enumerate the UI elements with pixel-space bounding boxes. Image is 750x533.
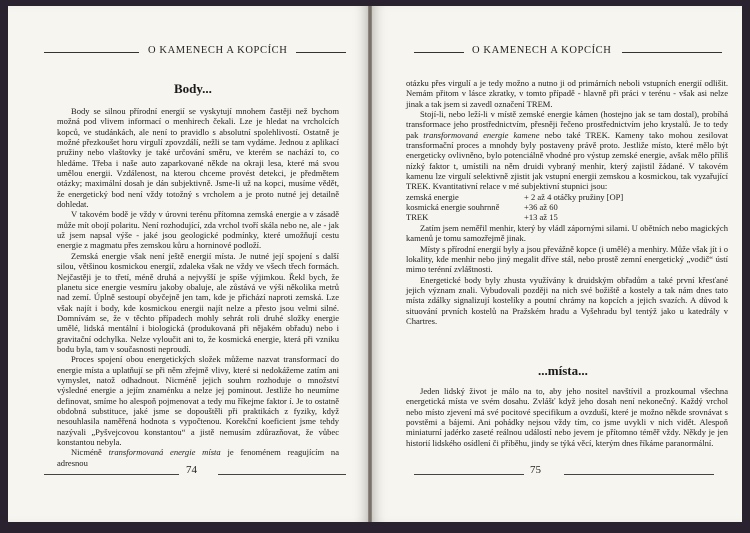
italic-phrase: transformovaná energie kamene xyxy=(423,129,540,140)
paragraph: Místy s přírodní energií byly a jsou převážně kopce (i umělé) a menhiry. Může však jít i o lokality, kde menhir nebo jiný megalit dříve stál, nebo prostě zemní energetický „vodič“ ústí mimo terénní zvláštnosti. xyxy=(406,243,728,275)
footer-rule-left xyxy=(44,474,179,475)
paragraph: Proces spojení obou energetických složek můžeme nazvat transformací do energie místa a uplatňují se při něm zřejmě vlivy, které si nedokážeme zatím ani vymyslet, natož odhadnout. Nicméně jejich souhrn rozhoduje o množství výsledné energie a jejím znaménku a nelze jej pominout. Jestliže ho neumíme definovat, smíme ho alespoň pojmenovat a tedy mu říkejme faktor í. Je to ostatně obdobná substituce, jaké jsme se dopouštěli při praktikách z fyziky, když nesouhlasila naměřená hodnota s vypočtenou. Korekční koeficient jsme tehdy nazývali „Pyšvejcovou konstantou“ a jistě nemusím zdůrazňovat, že vůbec konstantou nebyla. xyxy=(57,354,339,447)
right-page xyxy=(372,6,742,522)
body-text xyxy=(57,106,339,468)
header-rule-right xyxy=(622,52,722,53)
paragraph: Energetické body byly zhusta využívány k druidským obřadům a také první křesťané jejich význam znali. Vybudovali později na nich své božiště a kostely a tak nám dnes tato místa zdálky signalizují kostelíky a poutní chrámy na kopcích a jejich svazích. A důvod k situování prvních kostelů na Pražském hradu a Vyšehradu byl tentýž jako u katedrály v Chartres. xyxy=(406,274,728,326)
paragraph: Body se silnou přírodní energií se vyskytují mnohem častěji než bychom možná pod vlivem informací o menhirech čekali. Lze je hledat na vrcholcích kopců, ve studánkách, ale není to pravidlo s absolutní spolehlivostí. Ostatně je možné přezkoušet horu virgulí zpovzdálí, nežli se tam vydáme. Jednou z aplikací pružiny nebo vlaštovky je také určování směru, ve kterém se nachází to, co hledáme. Třeba i naše auto zaparkované někde na okraji lesa, které má svou umělou energii. Vzdálenost, na kterou chceme provést detekci, je předmětem otázky; maximální dosah je dán subjektivně. Jsme-li už na kopci, musíme vědět, že energetický bod není vždy totožný s vrcholem a je proto nutné jej detailně dohledat. xyxy=(57,106,339,210)
table-label: zemská energie xyxy=(406,191,459,202)
paragraph: V takovém bodě je vždy v úrovni terénu přítomna zemská energie a v zásadě může mít obojí polaritu. Není rozhodující, zda vrchol tvoří skála nebo ne, ale - jak už jsem napsal výše - jaké jsou geologické podmínky, které umožňují cestu energie z magmatu přes zemskou kůru a horninové podloží. xyxy=(57,209,339,251)
page-number: 75 xyxy=(530,464,541,476)
section-heading: ...místa... xyxy=(538,363,588,378)
header-rule-left xyxy=(44,52,139,53)
body-text-top xyxy=(406,78,728,326)
table-value: +36 až 60 xyxy=(524,202,558,213)
table-row xyxy=(406,192,728,202)
footer-rule-right xyxy=(218,474,346,475)
table-label: TREK xyxy=(406,212,429,223)
header-rule-right xyxy=(296,52,346,53)
header-rule-left xyxy=(414,52,464,53)
table-row xyxy=(406,212,728,222)
paragraph: Zemská energie však není ještě energií místa. Je nutné její spojení s další silou, většinou kosmickou energií, zdaleka však ne vždy ve všech třech formách. Nejčastěji je to třetí, méně druhá a nejvyšší je spíše výjimkou. Řekl bych, že planetu sice energie vesmíru jakoby obaluje, ale zůstává ve výši několika metrů nad zemí. Úplně sestoupí obyčejně jen tam, kde je přichází naproti zemská. Lze však najít i body, kde kosmickou energii najít nelze a přesto jsou velmi silné. Domnívám se, že v těchto případech mohly sehrát roli druhé složky energie umělé, lidská mentální i biologická (produkovaná při nějakém obřadu) nebo i gravitační odchylka. Nelze vyloučit ani to, že kosmická energie, která při vzniku bodu byla, tam v současnosti neproudí. xyxy=(57,250,339,354)
left-page xyxy=(8,6,368,522)
paragraph: otázku přes virgulí a je tedy možno a nutno ji od primárních neboli vstupních energií odlišit. Nemám přitom v lásce zkratky, v tomto případě - hlavně při práci v terénu - však asi nelze jinak a tak jsem si zavedl označení TREM. xyxy=(406,78,728,109)
running-head: O KAMENECH A KOPCÍCH xyxy=(472,45,612,56)
paragraph-last: Nicméně transformovaná energie místa je fenoménem reagujícím na adresnou xyxy=(57,447,339,468)
table-value: + 2 až 4 otáčky pružiny [OP] xyxy=(524,191,624,202)
table-value: +13 až 15 xyxy=(524,212,558,223)
table-row xyxy=(406,202,728,212)
body-text-bottom xyxy=(406,386,728,448)
table-label: kosmická energie souhrnně xyxy=(406,202,500,213)
italic-phrase: transformovaná energie místa xyxy=(108,447,221,458)
footer-rule-left xyxy=(414,474,524,475)
running-head: O KAMENECH A KOPCÍCH xyxy=(148,45,288,56)
paragraph: Stojí-li, nebo leží-li v místě zemské energie kámen (hostejno jak se tam dostal), probíhá transformace jeho prostřednictvím, přesněji řečeno prostřednictvím jeho krystalů. Je to tedy pak transformovaná energie kamene nebo také TREK. Kameny tako mohou zesilovat transformační proces a mnohdy byly postaveny právě proto. Jestliže místo, které mělo být energeticky ovlivněno, bylo potenciálně vhodné pro výstup zemské energie, avšak mělo příliš nízký faktor t, umístili na něm druidi vybraný menhir, který zajistil žádané. V takovém kamenu lze virgulí selektivně zjistit jak vstupní energii zemskou a kosmickou, tak vyzařující TREK. Kvantitativní relace v mé subjektivní stupnici jsou: xyxy=(406,109,728,192)
energy-table xyxy=(406,192,728,223)
page-number: 74 xyxy=(186,464,197,476)
section-heading: Body... xyxy=(174,81,212,96)
paragraph: Jeden lidský život je málo na to, aby jeho nositel navštívil a prozkoumal všechna energetická místa ve svém dosahu. Zvlášť když jeho dosah není nekonečný. Každý vrchol nebo místo zjevení má své pocitové specifikum a ovzduší, které je možno někde srovnávat s povstěmi a bájemi. Ani pohádky nejsou vždy tím, co jsme uvykli v nich vidět. Alespoň miniaturní jadérko zaseté reálnou událostí nebo jevem je přítomno téměř vždy. Někdy je jen historií lidského osídlení či příběhu, jindy se týká věcí, kterým dnes říkáme paranormální. xyxy=(406,386,728,448)
paragraph: Zatím jsem neměřil menhir, který by vládl zápornými silami. U obětních nebo magických kamenů je tomu samozřejmě jinak. xyxy=(406,222,728,244)
footer-rule-right xyxy=(564,474,714,475)
